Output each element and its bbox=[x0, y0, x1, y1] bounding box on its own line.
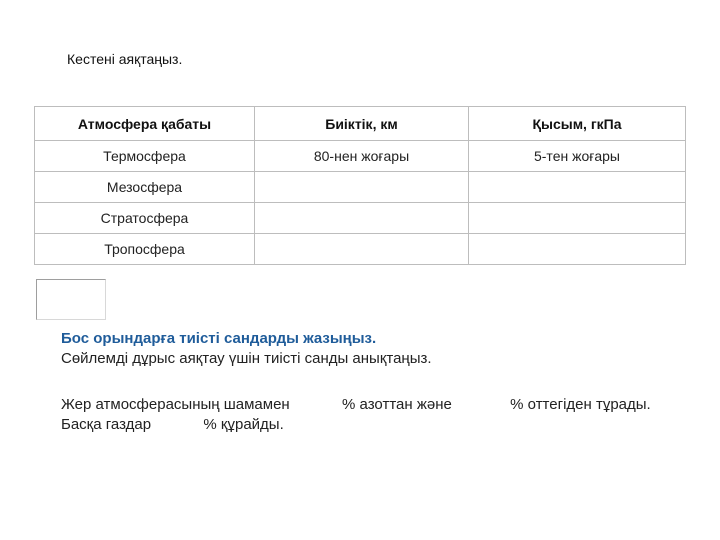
cell-pressure[interactable] bbox=[468, 234, 685, 265]
sentence-part: % құрайды. bbox=[203, 416, 284, 433]
blank-other-gases[interactable] bbox=[155, 415, 199, 429]
table-header-row bbox=[35, 107, 686, 141]
sentence-part: % оттегіден тұрады. Басқа газдар bbox=[61, 396, 651, 433]
cell-layer: Стратосфера bbox=[35, 203, 255, 234]
instruction-heading: Бос орындарға тиісті сандарды жазыңыз. bbox=[61, 330, 377, 347]
cell-altitude: 80-нен жоғары bbox=[255, 141, 469, 172]
cell-layer: Тропосфера bbox=[35, 234, 255, 265]
answer-box[interactable] bbox=[36, 279, 106, 320]
table-row bbox=[35, 141, 686, 172]
fill-in-sentence bbox=[61, 395, 681, 435]
instruction-subheading: Сөйлемді дұрыс аяқтау үшін тиісті санды анықтаңыз. bbox=[61, 350, 432, 367]
atmosphere-layers-table bbox=[34, 106, 686, 265]
sentence-part: % азоттан және bbox=[342, 396, 452, 413]
cell-pressure: 5-тен жоғары bbox=[468, 141, 685, 172]
task-title: Кестені аяқтаңыз. bbox=[67, 51, 183, 67]
cell-altitude[interactable] bbox=[255, 234, 469, 265]
header-pressure: Қысым, гкПа bbox=[468, 107, 685, 141]
cell-layer: Термосфера bbox=[35, 141, 255, 172]
header-layer: Атмосфера қабаты bbox=[35, 107, 255, 141]
sentence-part: Жер атмосферасының шамамен bbox=[61, 396, 290, 413]
blank-nitrogen[interactable] bbox=[294, 395, 338, 409]
table-row bbox=[35, 234, 686, 265]
cell-layer: Мезосфера bbox=[35, 172, 255, 203]
header-altitude: Биіктік, км bbox=[255, 107, 469, 141]
cell-pressure[interactable] bbox=[468, 172, 685, 203]
table-row bbox=[35, 203, 686, 234]
cell-pressure[interactable] bbox=[468, 203, 685, 234]
blank-oxygen[interactable] bbox=[456, 395, 506, 409]
table-row bbox=[35, 172, 686, 203]
cell-altitude[interactable] bbox=[255, 203, 469, 234]
cell-altitude[interactable] bbox=[255, 172, 469, 203]
